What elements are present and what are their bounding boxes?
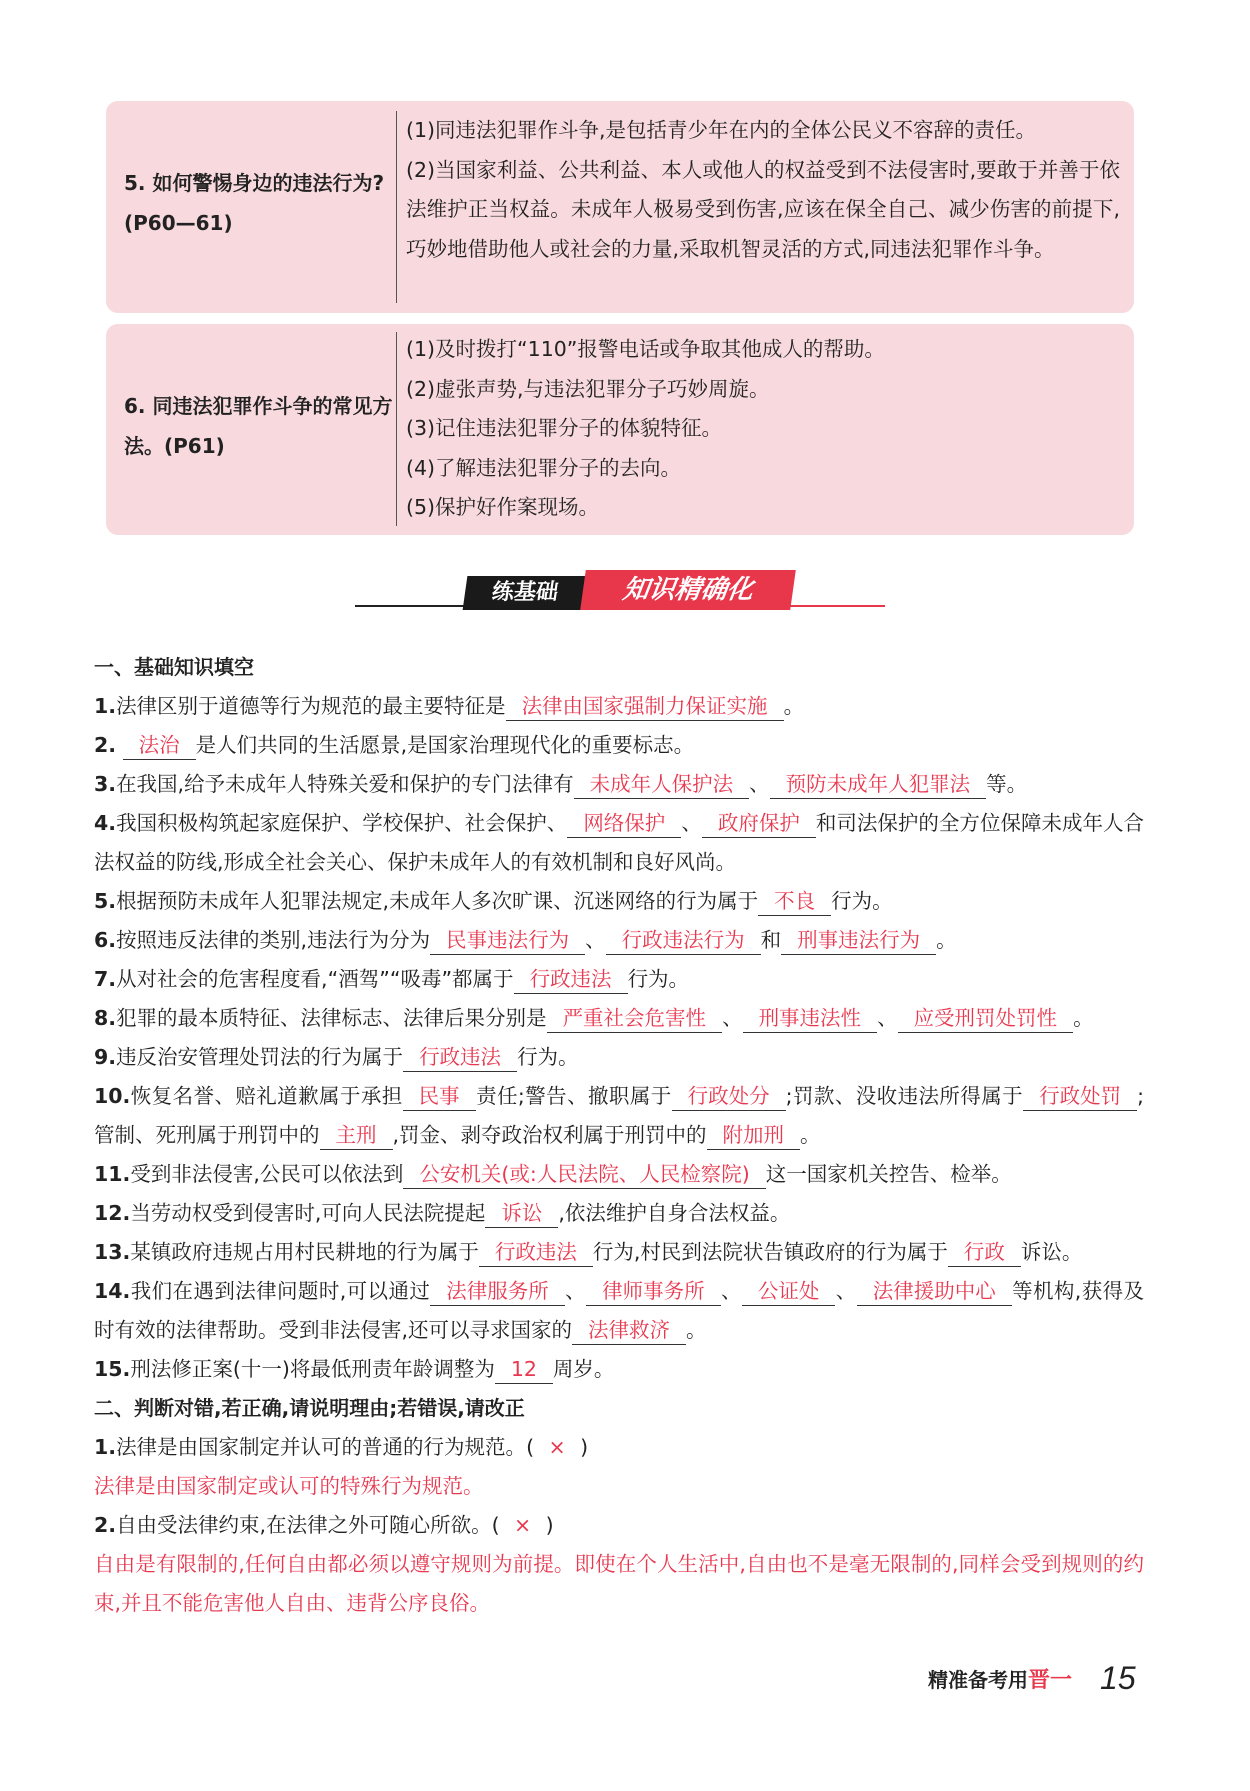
item-text: 违反治安管理处罚法的行为属于 — [116, 1045, 404, 1069]
item-text: 诉讼。 — [1020, 1240, 1083, 1264]
item-text: 从对社会的危害程度看,“酒驾”“吸毒”都属于 — [116, 967, 514, 991]
knowledge-box-6 — [106, 324, 1134, 535]
item-text: ;管制、死刑属于刑罚中的 — [94, 1084, 1145, 1147]
item-text: 。 — [936, 928, 957, 952]
answer-blank: 未成年人保护法 — [574, 770, 750, 799]
item-text: 行为。 — [831, 889, 893, 913]
item-text: 、 — [722, 1006, 743, 1030]
answer-blank: 民事 — [403, 1082, 476, 1111]
item-number: 2. — [94, 1513, 117, 1537]
item-number: 1. — [94, 1435, 117, 1459]
divider — [396, 332, 397, 526]
banner-left: 练基础 — [463, 576, 588, 610]
item-text: 和司法保护的全方位保障未成年人合法权益的防线,形成全社会关心、保护未成年人的有效机制和良好风尚。 — [94, 811, 1145, 874]
fill-item — [94, 921, 1144, 960]
item-text: 、 — [564, 1279, 587, 1303]
item-text: 当劳动权受到侵害时,可向人民法院提起 — [130, 1201, 486, 1225]
answer-blank: 行政处分 — [672, 1082, 786, 1111]
answer-blank: 附加刑 — [707, 1121, 801, 1150]
item-number: 14. — [94, 1279, 131, 1303]
item-text: 和 — [760, 928, 782, 952]
answer-blank: 刑事违法行为 — [781, 926, 936, 955]
item-text: 责任;警告、撤职属于 — [475, 1084, 672, 1108]
footer-brand: 晋一 — [1028, 1668, 1073, 1693]
item-number: 6. — [94, 928, 117, 952]
answer-blank: 律师事务所 — [586, 1277, 721, 1306]
item-text: 。 — [783, 694, 805, 718]
item-number: 15. — [94, 1357, 131, 1381]
fill-item — [94, 882, 1144, 921]
section-banner — [355, 574, 885, 616]
answer-line: (4)了解违法犯罪分子的去向。 — [406, 455, 682, 480]
item-text: 。 — [686, 1318, 707, 1342]
item-text: 。 — [800, 1123, 821, 1147]
answer-blank: 公证处 — [742, 1277, 836, 1306]
answer-line: (1)及时拨打“110”报警电话或争取其他成人的帮助。 — [406, 337, 885, 361]
answer-blank: 行政 — [948, 1238, 1021, 1267]
wrong-mark: × — [513, 1513, 532, 1537]
item-text: 恢复名誉、赔礼道歉属于承担 — [130, 1084, 403, 1108]
item-text: 受到非法侵害,公民可以依法到 — [130, 1162, 404, 1186]
item-number: 11. — [94, 1162, 131, 1186]
answer-blank: 刑事违法性 — [743, 1004, 878, 1033]
answer-blank: 12 — [495, 1355, 553, 1384]
box-answers — [406, 111, 1120, 269]
exercise-content — [94, 648, 1144, 1623]
item-text: 在我国,给予未成年人特殊关爱和保护的专门法律有 — [116, 772, 574, 796]
item-text: 按照违反法律的类别,违法行为分为 — [116, 928, 431, 952]
answer-blank: 严重社会危害性 — [547, 1004, 723, 1033]
fill-item — [94, 1077, 1144, 1155]
item-number: 9. — [94, 1045, 117, 1069]
item-text: 这一国家机关控告、检举。 — [765, 1162, 1012, 1186]
answer-blank: 行政处罚 — [1023, 1082, 1137, 1111]
answer-line: (5)保护好作案现场。 — [406, 495, 600, 519]
item-text: 我国积极构筑起家庭保护、学校保护、社会保护、 — [116, 811, 568, 835]
answer-blank: 行政违法 — [479, 1238, 593, 1267]
item-text: 等。 — [986, 772, 1028, 796]
answer-blank: 政府保护 — [702, 809, 816, 838]
answer-blank: 法治 — [123, 731, 196, 760]
answer-blank: 主刑 — [320, 1121, 393, 1150]
section-title-fill: 一、基础知识填空 — [94, 655, 254, 679]
judge-correction: 法律是由国家制定或认可的特殊行为规范。 — [94, 1474, 484, 1498]
fill-item — [94, 1194, 1144, 1233]
answer-line: (2)当国家利益、公共利益、本人或他人的权益受到不法侵害时,要敢于并善于依法维护正当权益。未成年人极易受到伤害,应该在保全自己、减少伤害的前提下,巧妙地借助他人或社会的力量,采取机智灵活的方式,同违法犯罪作斗争。 — [406, 157, 1120, 261]
item-text: 、 — [749, 772, 770, 796]
item-text: 犯罪的最本质特征、法律标志、法律后果分别是 — [116, 1006, 547, 1030]
banner-right: 知识精确化 — [580, 570, 796, 610]
answer-blank: 行政违法行为 — [606, 926, 761, 955]
page-number: 15 — [1100, 1660, 1136, 1696]
item-text: 、 — [681, 811, 702, 835]
fill-item — [94, 1038, 1144, 1077]
footer-label: 精准备考用 — [928, 1668, 1028, 1692]
fill-item — [94, 1272, 1144, 1350]
answer-blank: 预防未成年人犯罪法 — [770, 770, 987, 799]
item-text: 、 — [585, 928, 606, 952]
item-text: 行为。 — [627, 967, 690, 991]
answer-line: (1)同违法犯罪作斗争,是包括青少年在内的全体公民义不容辞的责任。 — [406, 118, 1037, 142]
item-text: 根据预防未成年人犯罪法规定,未成年人多次旷课、沉迷网络的行为属于 — [116, 889, 759, 913]
item-statement: 法律是由国家制定并认可的普通的行为规范。 — [116, 1435, 527, 1459]
item-number: 7. — [94, 967, 117, 991]
item-text: 等机构,获得及时有效的法律帮助。受到非法侵害,还可以寻求国家的 — [94, 1279, 1145, 1342]
item-text: 行为。 — [517, 1045, 579, 1069]
item-number: 8. — [94, 1006, 117, 1030]
answer-blank: 公安机关(或:人民法院、人民检察院) — [403, 1160, 765, 1189]
item-text: ;罚款、没收违法所得属于 — [785, 1084, 1024, 1108]
box-question: 6. 同违法犯罪作斗争的常见方法。(P61) — [124, 394, 393, 458]
item-number: 4. — [94, 811, 117, 835]
answer-blank: 法律援助中心 — [857, 1277, 1012, 1306]
fill-item — [94, 765, 1144, 804]
knowledge-box-5 — [106, 101, 1134, 313]
fill-item — [94, 726, 1144, 765]
item-text: ,罚金、剥夺政治权利属于刑罚中的 — [392, 1123, 707, 1147]
judge-item: 2.自由受法律约束,在法律之外可随心所欲。( × ) — [94, 1506, 1144, 1545]
fill-item — [94, 804, 1144, 882]
section-title-judge: 二、判断对错,若正确,请说明理由;若错误,请改正 — [94, 1396, 525, 1420]
item-text: 周岁。 — [552, 1357, 615, 1381]
fill-item — [94, 960, 1144, 999]
box-question: 5. 如何警惕身边的违法行为?(P60—61) — [124, 171, 385, 235]
answer-line: (3)记住违法犯罪分子的体貌特征。 — [406, 416, 723, 440]
answer-blank: 行政违法 — [514, 965, 628, 994]
answer-blank: 民事违法行为 — [430, 926, 585, 955]
answer-blank: 法律由国家强制力保证实施 — [506, 692, 784, 721]
box-answers — [406, 330, 1120, 528]
fill-item — [94, 999, 1144, 1038]
item-text: 是人们共同的生活愿景,是国家治理现代化的重要标志。 — [195, 733, 695, 757]
answer-blank: 网络保护 — [567, 809, 681, 838]
answer-blank: 应受刑罚处罚性 — [898, 1004, 1074, 1033]
answer-blank: 行政违法 — [403, 1043, 517, 1072]
fill-item — [94, 1155, 1144, 1194]
item-number: 3. — [94, 772, 117, 796]
item-number: 12. — [94, 1201, 131, 1225]
judge-item: 1.法律是由国家制定并认可的普通的行为规范。( × ) — [94, 1428, 1144, 1467]
item-text: ,依法维护自身合法权益。 — [558, 1201, 791, 1225]
page-footer — [928, 1660, 1136, 1697]
judge-correction: 自由是有限制的,任何自由都必须以遵守规则为前提。即使在个人生活中,自由也不是毫无限制的,同样会受到规则的约束,并且不能危害他人自由、违背公序良俗。 — [94, 1552, 1144, 1615]
item-text: 。 — [1073, 1006, 1094, 1030]
divider — [396, 111, 397, 303]
item-number: 1. — [94, 694, 117, 718]
item-statement: 自由受法律约束,在法律之外可随心所欲。 — [116, 1513, 492, 1537]
answer-line: (2)虚张声势,与违法犯罪分子巧妙周旋。 — [406, 376, 770, 401]
answer-blank: 诉讼 — [485, 1199, 558, 1228]
item-text: 我们在遇到法律问题时,可以通过 — [130, 1279, 431, 1303]
wrong-mark: × — [548, 1435, 566, 1459]
item-text: 、 — [720, 1279, 742, 1303]
answer-blank: 法律救济 — [572, 1316, 686, 1345]
item-text: 行为,村民到法院状告镇政府的行为属于 — [592, 1240, 948, 1264]
item-number: 13. — [94, 1240, 131, 1264]
fill-item — [94, 1350, 1144, 1389]
fill-item — [94, 1233, 1144, 1272]
answer-blank: 法律服务所 — [430, 1277, 565, 1306]
item-number: 2. — [94, 733, 117, 757]
fill-item — [94, 687, 1144, 726]
answer-blank: 不良 — [758, 887, 831, 916]
item-number: 5. — [94, 889, 117, 913]
item-text: 法律区别于道德等行为规范的最主要特征是 — [116, 694, 506, 718]
item-text: 刑法修正案(十一)将最低刑责年龄调整为 — [130, 1357, 495, 1381]
item-text: 、 — [877, 1006, 898, 1030]
item-number: 10. — [94, 1084, 131, 1108]
item-text: 某镇政府违规占用村民耕地的行为属于 — [130, 1240, 479, 1264]
item-text: 、 — [835, 1279, 857, 1303]
